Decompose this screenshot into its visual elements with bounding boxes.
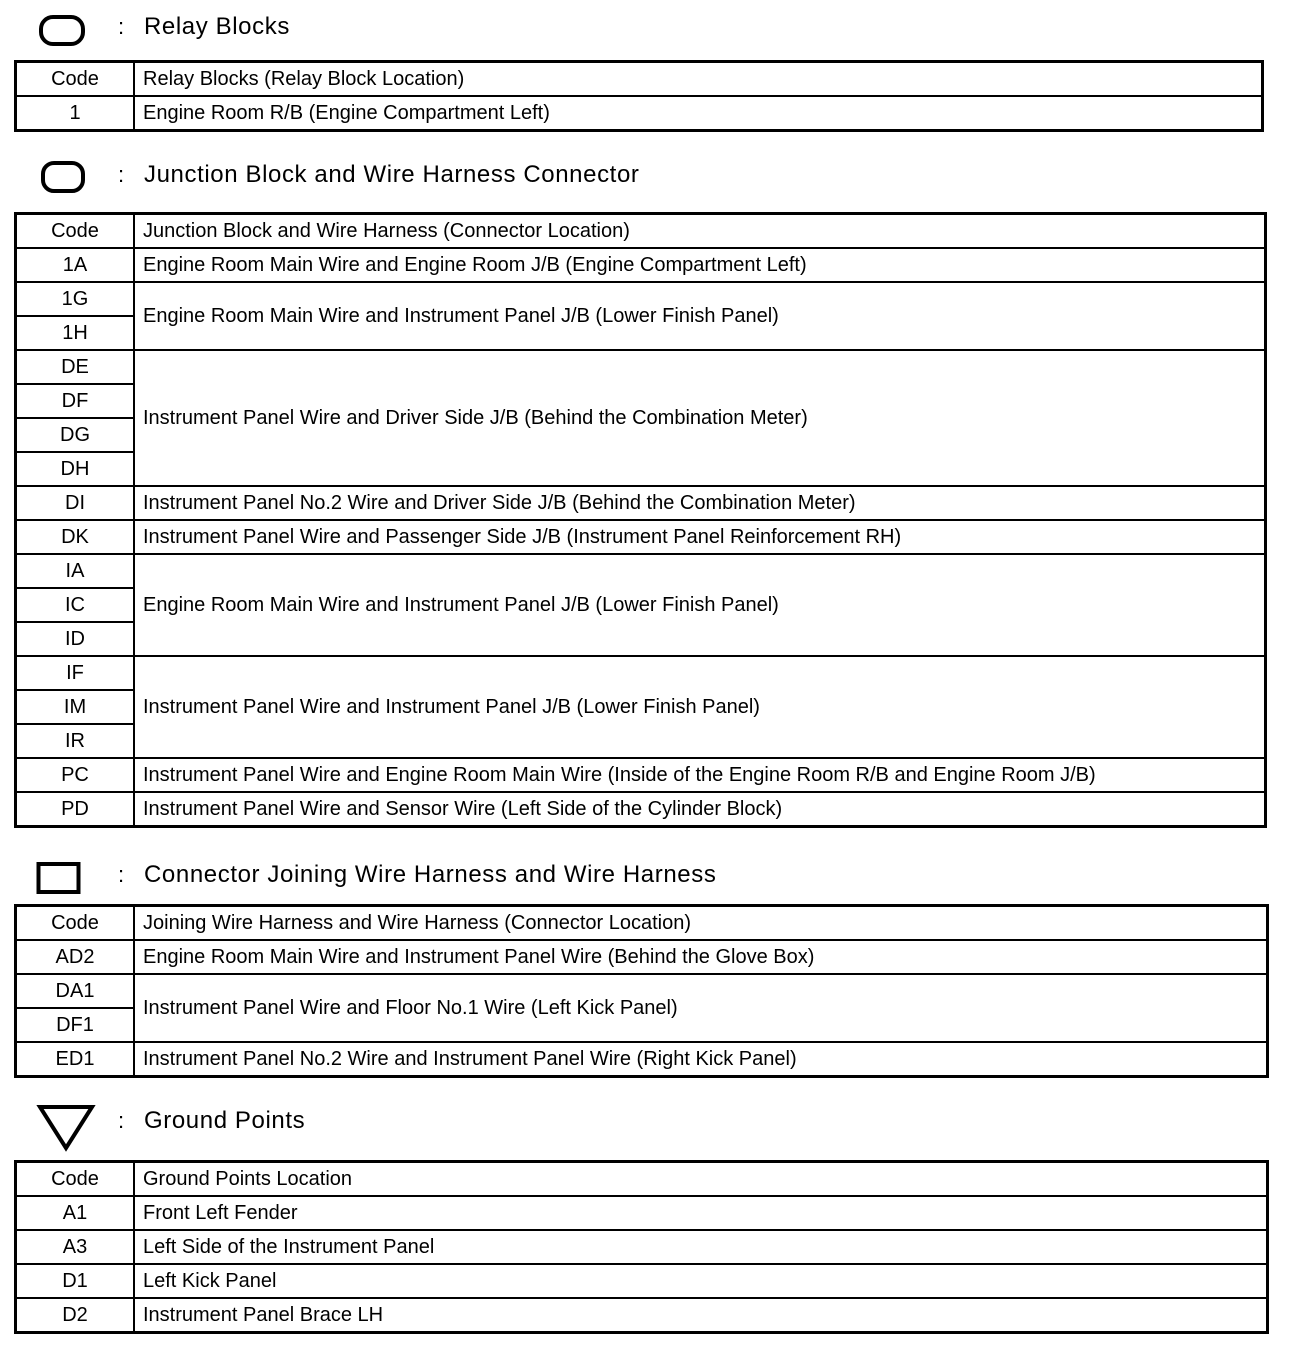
code-cell: AD2: [16, 940, 135, 974]
section-title: Connector Joining Wire Harness and Wire Harness: [144, 861, 717, 888]
code-column-header: Code: [16, 1162, 135, 1197]
table-row: [16, 248, 1266, 282]
code-cell: IR: [16, 724, 135, 758]
location-cell: Instrument Panel Brace LH: [134, 1298, 1268, 1333]
table-row: [16, 554, 1266, 588]
table-row: [16, 792, 1266, 827]
code-cell: 1: [16, 96, 135, 131]
table-row: [16, 486, 1266, 520]
location-cell: Engine Room Main Wire and Instrument Panel J/B (Lower Finish Panel): [134, 554, 1266, 656]
location-cell: Instrument Panel Wire and Sensor Wire (Left Side of the Cylinder Block): [134, 792, 1266, 827]
ground-point-triangle-icon: [36, 1104, 96, 1152]
relay-block-icon: [38, 14, 86, 48]
table-row: [16, 974, 1268, 1008]
location-cell: Instrument Panel No.2 Wire and Instrument Panel Wire (Right Kick Panel): [134, 1042, 1268, 1077]
section-title: Ground Points: [144, 1107, 306, 1134]
table-row: [16, 1042, 1268, 1077]
code-cell: DA1: [16, 974, 135, 1008]
table-row: [16, 1230, 1268, 1264]
location-column-header: Relay Blocks (Relay Block Location): [134, 62, 1263, 97]
code-cell: IC: [16, 588, 135, 622]
location-cell: Instrument Panel Wire and Engine Room Main Wire (Inside of the Engine Room R/B and Engine Room J/B): [134, 758, 1266, 792]
relay-blocks-header: [0, 10, 900, 50]
location-cell: Engine Room Main Wire and Instrument Panel J/B (Lower Finish Panel): [134, 282, 1266, 350]
code-cell: 1H: [16, 316, 135, 350]
connector-table: [14, 904, 1269, 1078]
code-cell: DF1: [16, 1008, 135, 1042]
table-row: [16, 350, 1266, 384]
location-cell: Left Kick Panel: [134, 1264, 1268, 1298]
section-title: Relay Blocks: [144, 13, 290, 40]
location-cell: Front Left Fender: [134, 1196, 1268, 1230]
code-cell: IA: [16, 554, 135, 588]
table-row: [16, 1264, 1268, 1298]
code-cell: A1: [16, 1196, 135, 1230]
ground-points-header: [0, 1104, 900, 1144]
connector-header: [0, 858, 900, 898]
location-column-header: Junction Block and Wire Harness (Connector Location): [134, 214, 1266, 249]
table-row: [16, 1298, 1268, 1333]
code-cell: DE: [16, 350, 135, 384]
code-cell: D1: [16, 1264, 135, 1298]
table-header-row: [16, 62, 1263, 97]
code-cell: PD: [16, 792, 135, 827]
code-cell: D2: [16, 1298, 135, 1333]
table-row: [16, 520, 1266, 554]
location-cell: Engine Room R/B (Engine Compartment Left): [134, 96, 1263, 131]
code-cell: ID: [16, 622, 135, 656]
location-cell: Instrument Panel No.2 Wire and Driver Side J/B (Behind the Combination Meter): [134, 486, 1266, 520]
junction-block-table: [14, 212, 1267, 828]
code-cell: 1G: [16, 282, 135, 316]
code-cell: DF: [16, 384, 135, 418]
table-row: [16, 96, 1263, 131]
location-cell: Left Side of the Instrument Panel: [134, 1230, 1268, 1264]
section-title: Junction Block and Wire Harness Connector: [144, 161, 640, 188]
colon: :: [118, 14, 125, 39]
code-cell: ED1: [16, 1042, 135, 1077]
relay-blocks-table: [14, 60, 1264, 132]
colon: :: [118, 162, 125, 187]
location-cell: Instrument Panel Wire and Instrument Panel J/B (Lower Finish Panel): [134, 656, 1266, 758]
code-cell: 1A: [16, 248, 135, 282]
ground-points-table: [14, 1160, 1269, 1334]
code-cell: IM: [16, 690, 135, 724]
location-cell: Engine Room Main Wire and Engine Room J/B (Engine Compartment Left): [134, 248, 1266, 282]
table-row: [16, 1196, 1268, 1230]
code-cell: PC: [16, 758, 135, 792]
location-cell: Engine Room Main Wire and Instrument Panel Wire (Behind the Glove Box): [134, 940, 1268, 974]
code-column-header: Code: [16, 214, 135, 249]
table-row: [16, 758, 1266, 792]
code-cell: IF: [16, 656, 135, 690]
code-cell: DH: [16, 452, 135, 486]
code-cell: DI: [16, 486, 135, 520]
location-column-header: Joining Wire Harness and Wire Harness (Connector Location): [134, 906, 1268, 941]
table-row: [16, 940, 1268, 974]
table-row: [16, 282, 1266, 316]
location-cell: Instrument Panel Wire and Driver Side J/B (Behind the Combination Meter): [134, 350, 1266, 486]
code-cell: A3: [16, 1230, 135, 1264]
table-header-row: [16, 1162, 1268, 1197]
junction-block-icon: [40, 160, 88, 196]
table-row: [16, 656, 1266, 690]
junction-block-header: [0, 158, 900, 198]
location-cell: Instrument Panel Wire and Floor No.1 Wire (Left Kick Panel): [134, 974, 1268, 1042]
location-cell: Instrument Panel Wire and Passenger Side J/B (Instrument Panel Reinforcement RH): [134, 520, 1266, 554]
code-column-header: Code: [16, 62, 135, 97]
code-column-header: Code: [16, 906, 135, 941]
code-cell: DG: [16, 418, 135, 452]
table-header-row: [16, 214, 1266, 249]
table-header-row: [16, 906, 1268, 941]
colon: :: [118, 862, 125, 887]
location-column-header: Ground Points Location: [134, 1162, 1268, 1197]
code-cell: DK: [16, 520, 135, 554]
connector-icon: [36, 860, 84, 896]
colon: :: [118, 1108, 125, 1133]
